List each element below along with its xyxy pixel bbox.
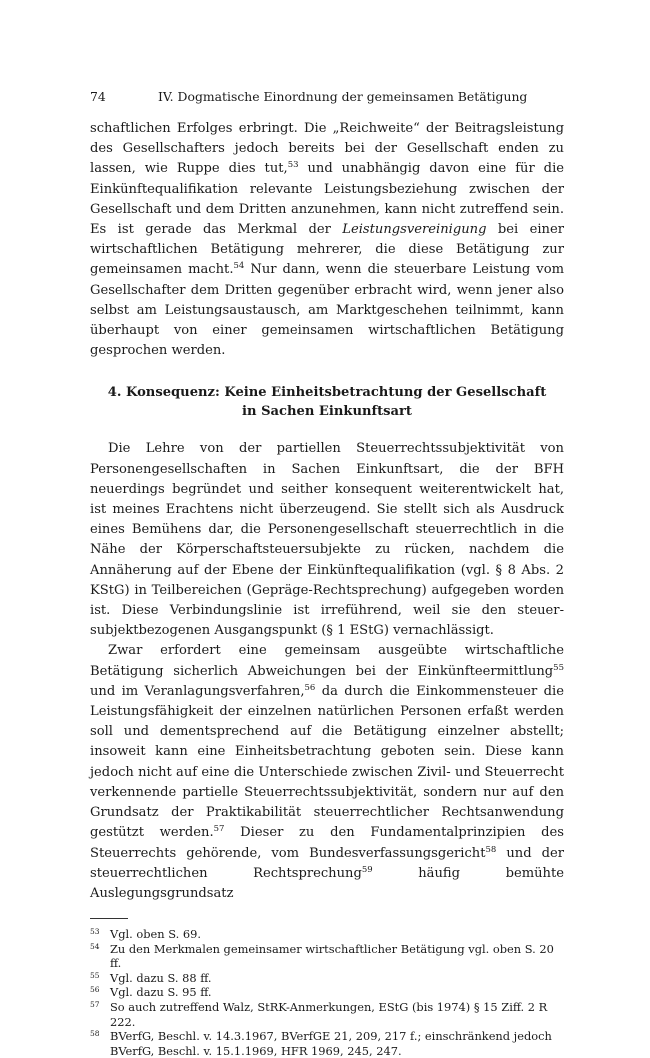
footnote-separator	[90, 918, 128, 919]
footnote-number: 58	[90, 1029, 100, 1039]
paragraph-2: Die Lehre von der partiellen Steuerrechtssubjektivität von Personengesellschaften in Sachen Einkunftsart, die der BFH neuerdings begründet und seither konsequent weiterentwickelt hat, ist meines Erachtens nicht überzeugend. Sie stellt sich als Ausdruck eines Bemühens dar, die Personengesellschaft steuerrechtlich in die Nähe der Körperschaftsteuersubjekte zu rücken, nachdem die Annäherung auf der Ebene der Einkünftequalifikation (vgl. § 8 Abs. 2 KStG) in Teilbereichen (Gepräge-Rechtsprechung) aufgegeben worden ist. Diese Verbindungslinie ist irreführend, weil sie den steuersubjektbezogenen Ausgangspunkt (§ 1 EStG) vernachlässigt.	[90, 441, 564, 639]
footnote-ref-59[interactable]: 59	[361, 864, 373, 875]
footnote-57	[90, 1000, 564, 1029]
text-run: Nur dann, wenn die steuerbare Leistung vom Gesellschafter dem Dritten gegenüber erbracht wird, wenn jener also selbst am Leistungsaustausch, am Marktgeschehen teilnimmt, kann überhaupt von einer gemeinsamen wirtschaftlichen Betätigung gesprochen werden.	[90, 262, 564, 359]
text-run: da durch die Einkommensteuer die Leistungsfähigkeit der einzelnen natürlichen Personen erfaßt werden soll und dementsprechend auf die Betätigung einzelner abstellt; insoweit kann eine Einheitsbetrachtung geboten sein. Diese kann jedoch nicht auf eine die Unterschiede zwischen Zivil- und Steuerrecht verkennende partielle Steuerrechtssubjektivität, sondern nur auf den Grundsatz der Praktikabilität steuerrechtlicher Rechtsanwendung gestützt werden.	[90, 683, 564, 841]
text-run: Zwar erfordert eine gemeinsam ausgeübte wirtschaftliche Betätigung sicherlich Abweichungen bei der Einkünfteermittlung	[90, 643, 564, 679]
footnote-number: 57	[90, 1000, 100, 1010]
footnote-ref-54[interactable]: 54	[233, 261, 245, 272]
footnote-ref-56[interactable]: 56	[304, 682, 316, 693]
paragraph-3	[90, 641, 564, 904]
footnotes	[90, 927, 564, 1058]
section-heading-line-1: 4. Konsequenz: Keine Einheitsbetrachtung der Gesellschaft	[107, 385, 547, 401]
main-text	[90, 119, 564, 1058]
text-run: Dieser zu den Fundamentalprinzipien des Steuerrechts gehörende, vom Bundesverfassungsgericht	[90, 825, 564, 861]
text-run: und der steuerrechtlichen Rechtsprechung	[90, 845, 564, 881]
running-header	[90, 89, 565, 105]
footnote-ref-55[interactable]: 55	[553, 662, 564, 673]
text-run: und im Veranlagungsverfahren,	[90, 683, 305, 699]
text-run: häufig bemühte Auslegungsgrundsatz	[90, 865, 564, 901]
footnote-54	[90, 942, 564, 971]
footnote-ref-53[interactable]: 53	[287, 160, 299, 171]
footnote-53	[90, 927, 564, 942]
footnote-text: So auch zutreffend Walz, StRK-Anmerkungen, EStG (bis 1974) § 15 Ziff. 2 R 222.	[110, 1000, 548, 1029]
footnote-58	[90, 1029, 564, 1058]
footnote-text: Vgl. dazu S. 88 ff.	[110, 970, 212, 985]
section-heading	[90, 383, 564, 421]
page-number: 74	[90, 89, 106, 104]
text-run: und unabhängig davon eine für die Einkünftequalifikation relevante Leistungsbeziehung zwischen der Gesellschaft und dem Dritten anzunehmen, kann nicht zutreffend sein. Es ist gerade das Merkmal der	[90, 161, 565, 238]
footnote-number: 55	[90, 970, 100, 980]
footnote-number: 54	[90, 941, 100, 951]
footnote-number: 53	[90, 927, 100, 937]
running-title: IV. Dogmatische Einordnung der gemeinsamen Betätigung	[158, 89, 528, 104]
section-heading-line-2: in Sachen Einkunftsart	[242, 404, 412, 420]
footnote-56	[90, 985, 564, 1000]
footnote-text: BVerfG, Beschl. v. 14.3.1967, BVerfGE 21, 209, 217 f.; einschränkend jedoch BVerfG, Beschl. v. 15.1.1969, HFR 1969, 245, 247.	[110, 1029, 552, 1058]
text-run: schaftlichen Erfolges erbringt. Die „Reichweite“ der Beitragsleistung des Gesellschafters jedoch bereits bei der Gesellschaft enden zu lassen, wie Ruppe dies tut,	[90, 121, 564, 177]
footnote-number: 56	[90, 985, 100, 995]
emphasis-term: Leistungsvereinigung	[342, 222, 487, 238]
footnote-text: Vgl. dazu S. 95 ff.	[110, 985, 212, 1000]
text-run: bei einer wirtschaftlichen Betätigung mehrerer, die diese Betätigung zur gemeinsamen macht.	[90, 222, 564, 278]
paragraph-1	[90, 119, 564, 361]
footnote-55	[90, 971, 564, 986]
footnote-text: Zu den Merkmalen gemeinsamer wirtschaftlicher Betätigung vgl. oben S. 20 ff.	[110, 941, 554, 971]
footnote-text: Vgl. oben S. 69.	[110, 927, 202, 942]
footnote-ref-58[interactable]: 58	[485, 844, 497, 855]
footnote-ref-57[interactable]: 57	[213, 824, 225, 835]
